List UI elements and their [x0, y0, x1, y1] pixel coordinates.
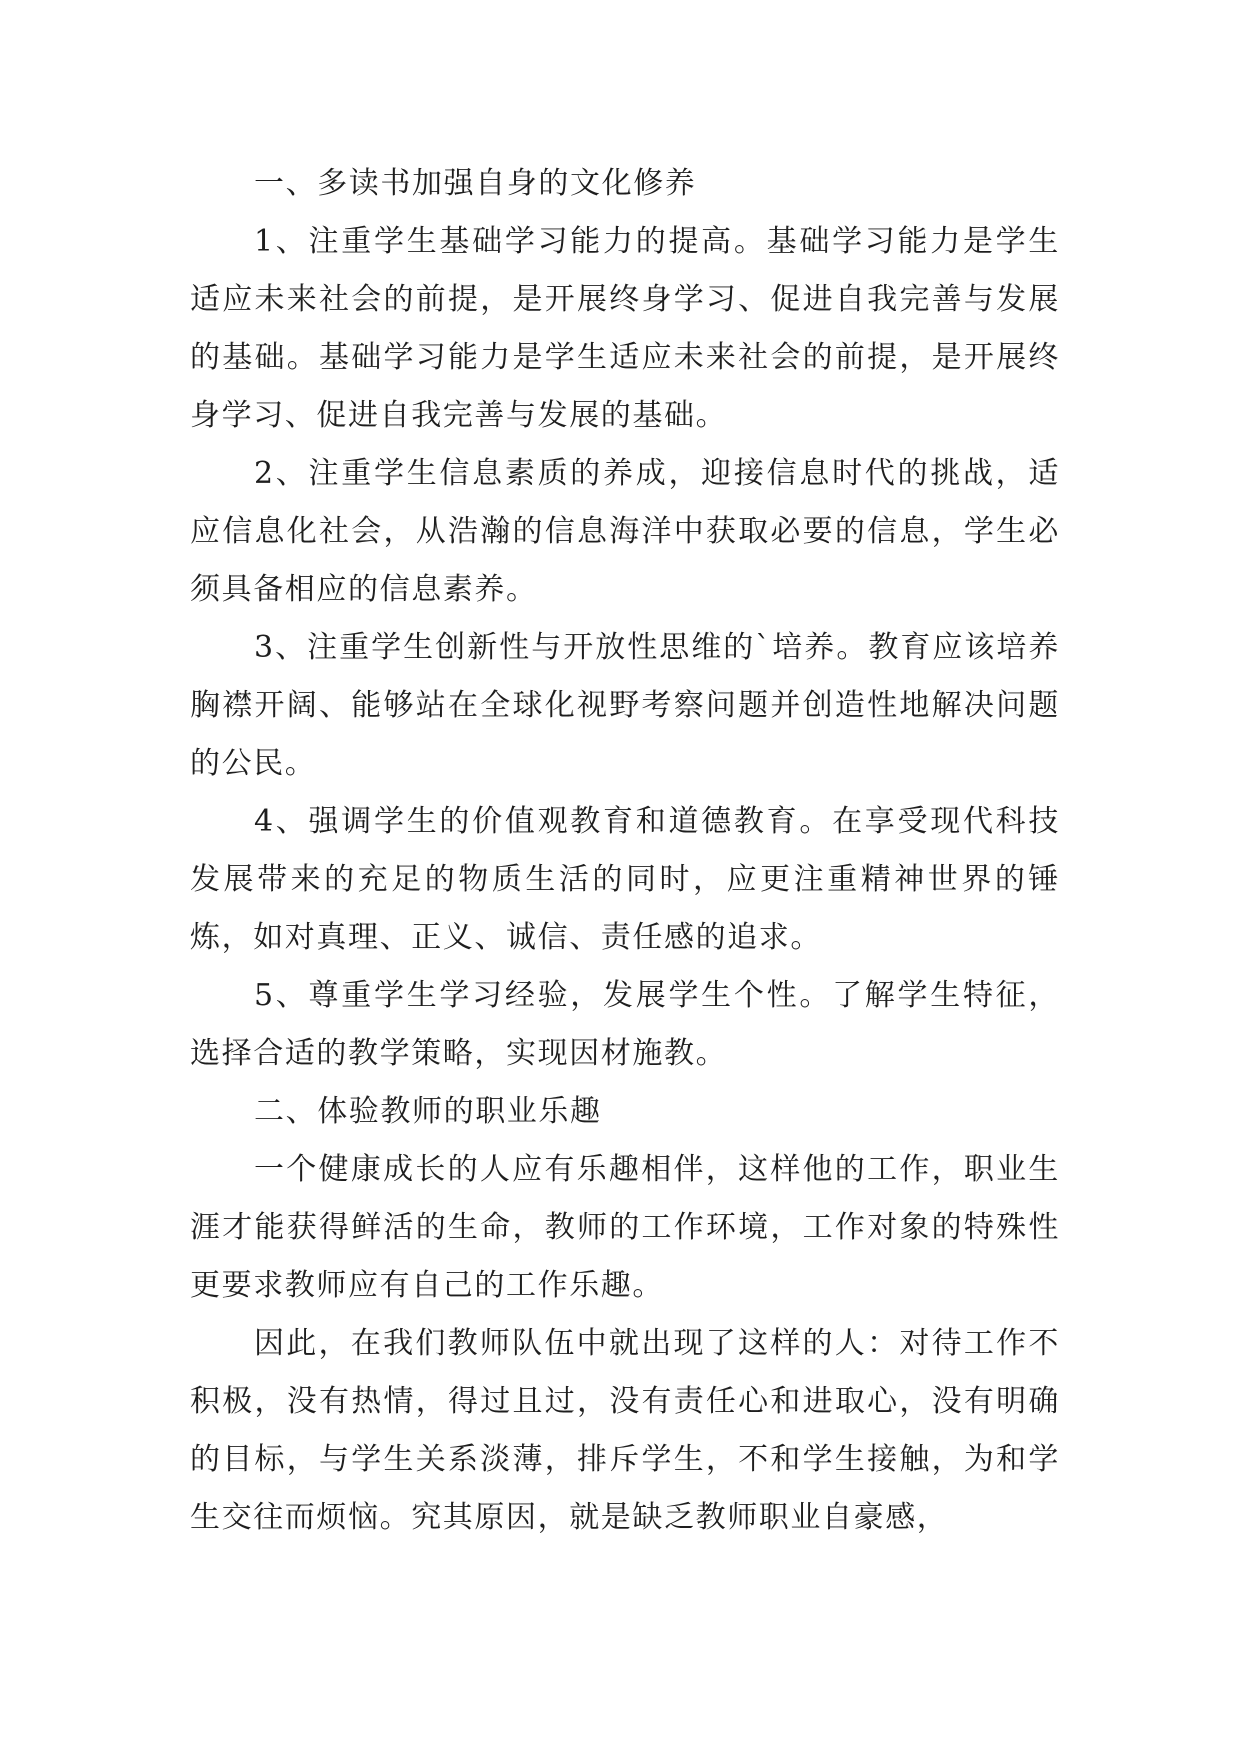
section-heading-2: 二、体验教师的职业乐趣	[254, 1094, 602, 1129]
section-heading-1: 一、多读书加强自身的文化修养	[254, 166, 697, 201]
paragraph-intro: 一个健康成长的人应有乐趣相伴，这样他的工作，职业生涯才能获得鲜活的生命，教师的工作环境，工作对象的特殊性更要求教师应有自己的工作乐趣。	[190, 1152, 1060, 1303]
paragraph-item-5: 5、尊重学生学习经验，发展学生个性。了解学生特征，选择合适的教学策略，实现因材施教。	[190, 978, 1060, 1071]
document-body	[190, 155, 1060, 1547]
paragraph-item-3: 3、注重学生创新性与开放性思维的`培养。教育应该培养胸襟开阔、能够站在全球化视野考察问题并创造性地解决问题的公民。	[190, 630, 1060, 781]
paragraph-item-4: 4、强调学生的价值观教育和道德教育。在享受现代科技发展带来的充足的物质生活的同时，应更注重精神世界的锤炼，如对真理、正义、诚信、责任感的追求。	[190, 804, 1060, 955]
paragraph-analysis: 因此，在我们教师队伍中就出现了这样的人：对待工作不积极，没有热情，得过且过，没有责任心和进取心，没有明确的目标，与学生关系淡薄，排斥学生，不和学生接触，为和学生交往而烦恼。究其原因，就是缺乏教师职业自豪感，	[190, 1326, 1060, 1535]
paragraph-item-1: 1、注重学生基础学习能力的提高。基础学习能力是学生适应未来社会的前提，是开展终身学习、促进自我完善与发展的基础。基础学习能力是学生适应未来社会的前提，是开展终身学习、促进自我完善与发展的基础。	[190, 224, 1060, 433]
paragraph-item-2: 2、注重学生信息素质的养成，迎接信息时代的挑战，适应信息化社会，从浩瀚的信息海洋中获取必要的信息，学生必须具备相应的信息素养。	[190, 456, 1060, 607]
